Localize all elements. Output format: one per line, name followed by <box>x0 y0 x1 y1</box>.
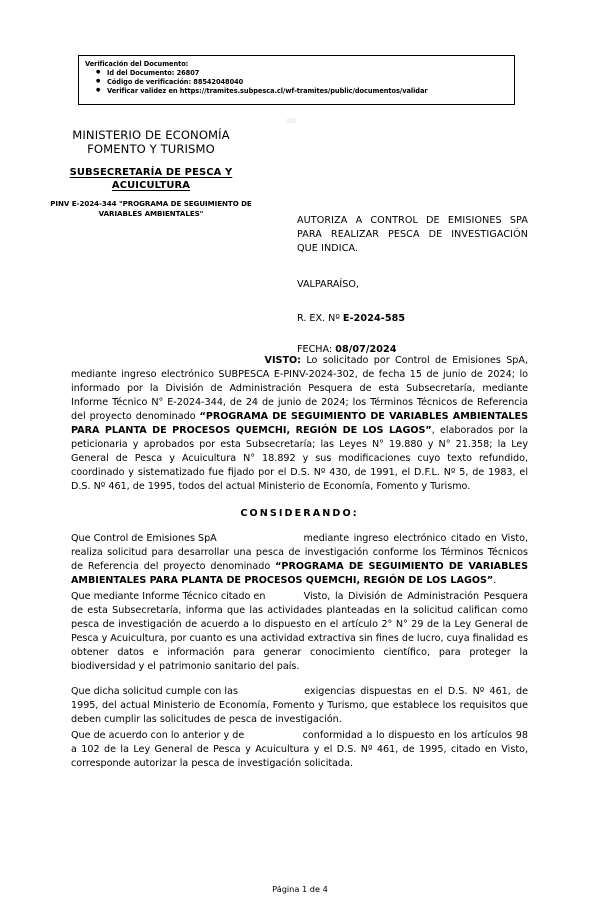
verification-details-list <box>85 69 514 96</box>
paragraph-considerando-1 <box>71 532 528 588</box>
resolution-number-value: E-2024-585 <box>342 313 406 325</box>
letterhead <box>22 128 280 218</box>
verification-item-validation-url: ● Verificar validez en https://tramites.subpesca.cl/wf-tramites/public/documentos/validar <box>107 87 514 96</box>
resolution-place: VALPARAÍSO, <box>297 279 359 291</box>
verification-item-document-id: ● Id del Documento: 26807 <box>107 69 514 78</box>
scan-artifact <box>287 118 296 123</box>
paragraph-visto <box>71 354 528 494</box>
considerando-p1-project-title: “PROGRAMA DE SEGUIMIENTO DE VARIABLES AMBIENTALES PARA PLANTA DE PROCESOS QUEMCHI, REGIÓN DE LOS LAGOS” <box>71 561 528 586</box>
considerando-p1-lead: Que Control de Emisiones SpA <box>71 533 217 544</box>
page-footer <box>0 884 600 894</box>
ministry-name-line1: MINISTERIO DE ECONOMÍA <box>72 128 230 142</box>
considerando-p3-text: exigencias dispuestas en el D.S. Nº 461, de 1995, del actual Ministerio de Economía, Fomento y Turismo, que establece los requisitos que deben cumplir las solicitudes de pesca de investigación. <box>71 686 528 725</box>
considerando-p2-text: Visto, la División de Administración Pesquera de esta Subsecretaría, informa que las actividades planteadas en la solicitud califican como pesca de investigación de acuerdo a lo dispuesto en el artículo 2° N° 29 de la Ley General de Pesca y Acuicultura, por cuanto es una actividad extractiva sin fines de lucro, cuya finalidad es obtener datos e información para generar conocimiento científico, para proteger la biodiversidad y el patrimonio sanitario del país. <box>71 591 528 672</box>
considerando-heading: CONSIDERANDO: <box>240 508 359 519</box>
resolution-subject: AUTORIZA A CONTROL DE EMISIONES SPA PARA REALIZAR PESCA DE INVESTIGACIÓN QUE INDICA. <box>297 215 528 255</box>
considerando-p4-text: conformidad a lo dispuesto en los artículos 98 a 102 de la Ley General de Pesca y Acuicultura y el D.S. Nº 461, de 1995, citado en Visto, corresponde autorizar la pesca de investigación solicitada. <box>71 730 528 769</box>
resolution-date-value: 08/07/2024 <box>335 344 397 356</box>
ministry-name-line2: FOMENTO Y TURISMO <box>87 142 215 157</box>
document-body <box>71 354 528 771</box>
verification-box-title: Verificación del Documento: <box>85 60 189 68</box>
considerando-p3-lead: Que dicha solicitud cumple con las <box>71 686 238 697</box>
considerando-p1-text-2: . <box>493 575 497 586</box>
subsecretaria-name-line2: ACUICULTURA <box>111 180 191 192</box>
visto-lead: VISTO: <box>264 355 301 366</box>
ministry-name <box>22 128 280 157</box>
considerando-p2-lead: Que mediante Informe Técnico citado en <box>71 591 266 602</box>
subsecretaria-name-line1: SUBSECRETARÍA DE PESCA Y <box>69 166 233 178</box>
resolution-date-label: FECHA: <box>297 344 333 356</box>
verification-item-verification-code: ● Código de verificación: 88542048040 <box>107 78 514 87</box>
paragraph-considerando-4 <box>71 729 528 771</box>
resolution-number <box>297 312 528 326</box>
document-verification-box <box>78 55 515 105</box>
visto-project-title: “PROGRAMA DE SEGUIMIENTO DE VARIABLES AMBIENTALES PARA PLANTA DE PROCESOS QUEMCHI, REGIÓN DE LOS LAGOS” <box>71 411 529 436</box>
considerando-p4-lead: Que de acuerdo con lo anterior y de <box>71 730 245 741</box>
resolution-header <box>297 214 528 358</box>
paragraph-considerando-3 <box>71 685 528 727</box>
visto-text-2: , elaborados por la peticionaria y aprobados por esta Subsecretaría; las Leyes N° 19.880 y N° 21.358; la Ley General de Pesca y Acuicultura N° 18.892 y sus modificaciones cuyo texto refundido, coordinado y sistematizado fue fijado por el D.S. Nº 430, de 1991, el D.F.L. Nº 5, de 1983, el D.S. Nº 461, de 1995, todos del actual Ministerio de Economía, Fomento y Turismo. <box>71 425 528 492</box>
paragraph-considerando-2 <box>71 590 528 674</box>
considerando-p1-text-1: mediante ingreso electrónico citado en Visto, realiza solicitud para desarrollar una pesca de investigación conforme los Términos Técnicos de Referencia del proyecto denominado <box>71 533 528 572</box>
project-reference: PINV E-2024-344 "PROGRAMA DE SEGUIMIENTO DE VARIABLES AMBIENTALES" <box>50 199 252 218</box>
subsecretaria-name <box>22 166 280 192</box>
resolution-number-label: R. EX. Nº <box>297 313 340 325</box>
page-number-label: Página 1 de 4 <box>272 884 328 894</box>
visto-text-1: Lo solicitado por Control de Emisiones SpA, mediante ingreso electrónico SUBPESCA E-PINV-2024-302, de fecha 15 de junio de 2024; lo informado por la División de Administración Pesquera de esta Subsecretaría, mediante Informe Técnico N° E-2024-344, de 24 de junio de 2024; los Términos Técnicos de Referencia del proyecto denominado <box>71 355 528 422</box>
